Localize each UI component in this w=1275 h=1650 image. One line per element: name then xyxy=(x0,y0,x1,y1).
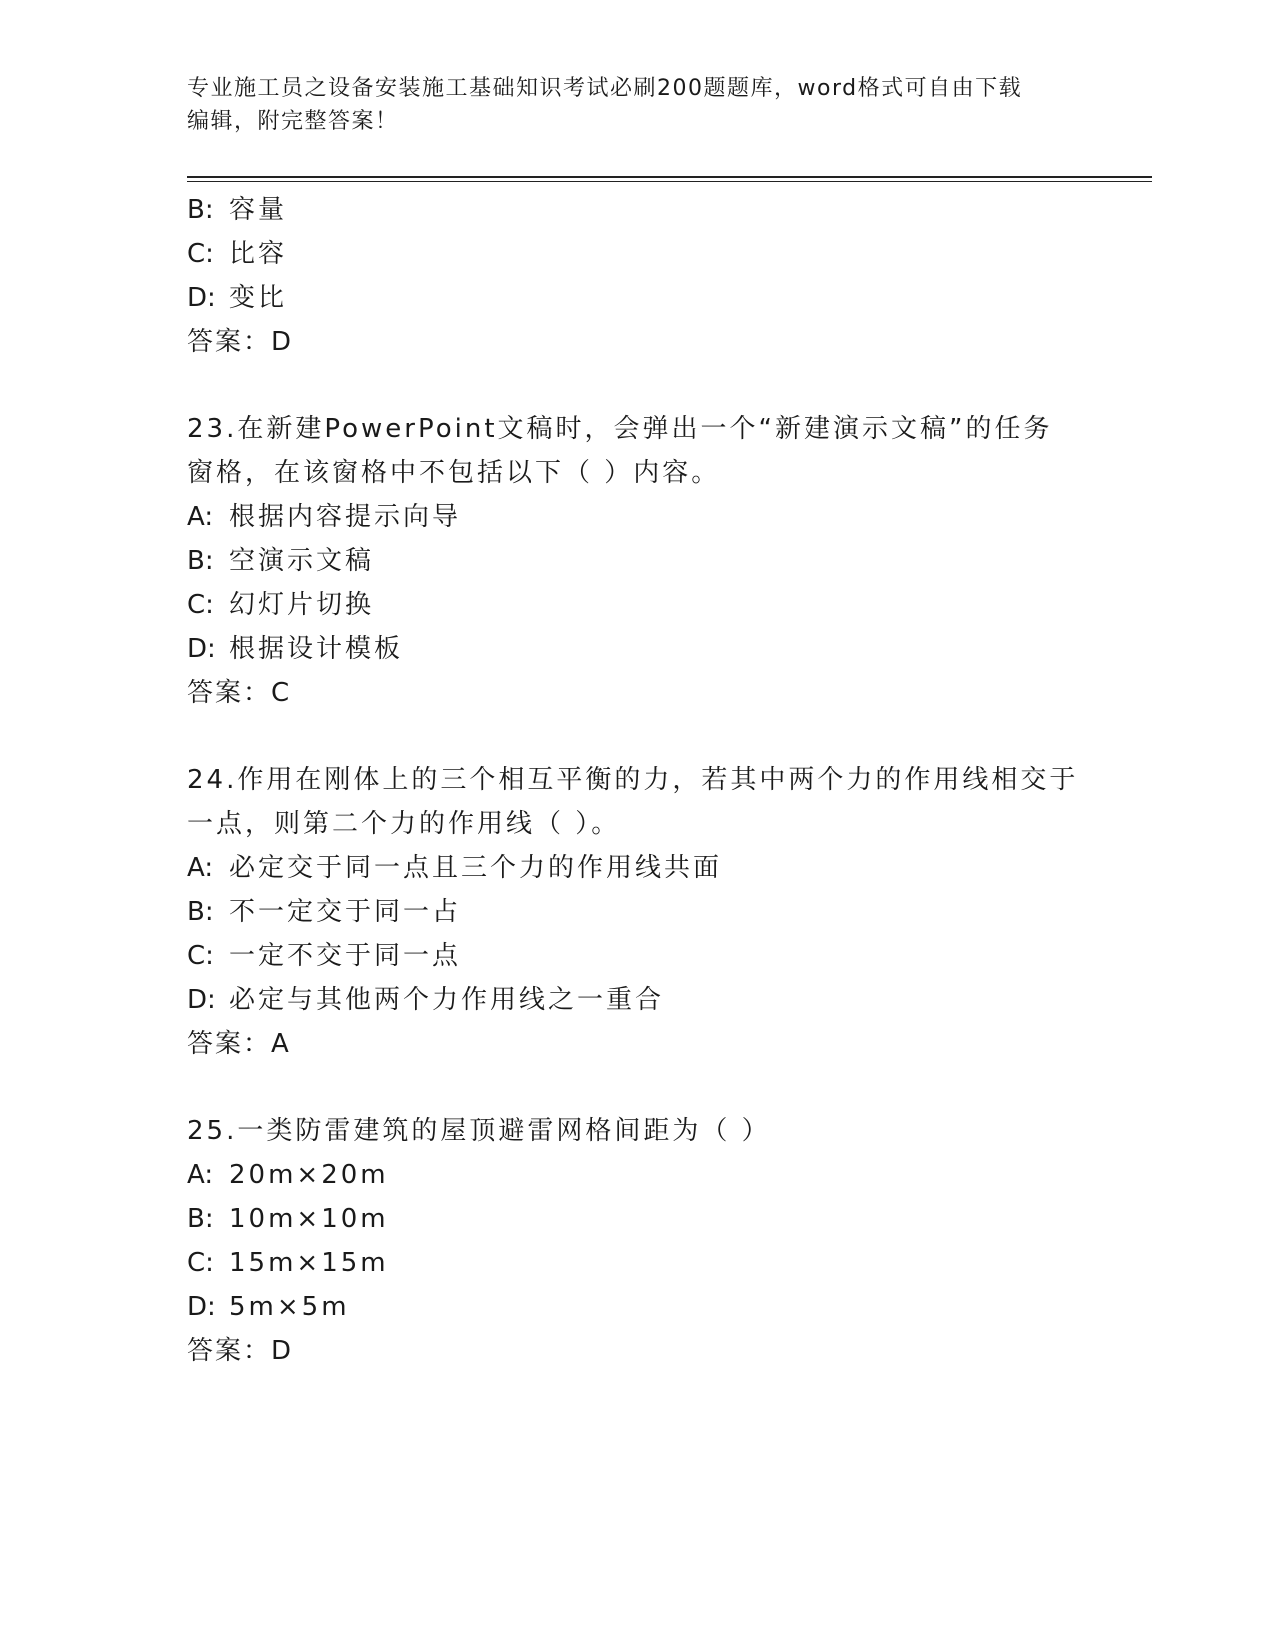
q25-option-a xyxy=(187,1158,1087,1192)
document-header xyxy=(187,72,1087,138)
option-text: 10m×10m xyxy=(229,1204,389,1234)
option-text: 必定与其他两个力作用线之一重合 xyxy=(229,985,665,1015)
option-label: D: xyxy=(187,985,216,1015)
q24-answer: 答案：A xyxy=(187,1029,291,1059)
option-text: 必定交于同一点且三个力的作用线共面 xyxy=(229,853,723,883)
q24-stem-line-1: 24.作用在刚体上的三个相互平衡的力，若其中两个力的作用线相交于 xyxy=(187,765,1079,795)
q23-option-c xyxy=(187,588,1087,622)
header-title-line-2: 编辑，附完整答案！ xyxy=(187,109,399,134)
q25-option-c xyxy=(187,1246,1087,1280)
option-text: 根据设计模板 xyxy=(229,634,404,664)
option-label: C: xyxy=(187,1248,214,1278)
option-label: C: xyxy=(187,590,214,620)
option-text: 15m×15m xyxy=(229,1248,389,1278)
option-text: 比容 xyxy=(229,239,288,269)
q24-option-a xyxy=(187,851,1087,885)
q22-option-d xyxy=(187,281,1087,315)
option-label: A: xyxy=(187,502,214,532)
option-text: 5m×5m xyxy=(229,1292,350,1322)
option-label: C: xyxy=(187,239,214,269)
option-text: 空演示文稿 xyxy=(229,546,375,576)
option-label: B: xyxy=(187,546,214,576)
q25-option-d xyxy=(187,1290,1087,1324)
option-label: B: xyxy=(187,1204,214,1234)
q23-option-b xyxy=(187,544,1087,578)
option-label: A: xyxy=(187,853,214,883)
option-text: 根据内容提示向导 xyxy=(229,502,462,532)
option-text: 一定不交于同一点 xyxy=(229,941,462,971)
q25-answer: 答案：D xyxy=(187,1336,294,1366)
q24-option-c xyxy=(187,939,1087,973)
q25-stem-line-1: 25.一类防雷建筑的屋顶避雷网格间距为（ ） xyxy=(187,1116,771,1146)
option-label: C: xyxy=(187,941,214,971)
header-title-line-1: 专业施工员之设备安装施工基础知识考试必刷200题题库，word格式可自由下载 xyxy=(187,76,1023,101)
option-label: A: xyxy=(187,1160,214,1190)
q23-stem-line-2: 窗格，在该窗格中不包括以下（ ）内容。 xyxy=(187,458,721,488)
q23-option-d xyxy=(187,632,1087,666)
q24-option-d xyxy=(187,983,1087,1017)
option-text: 变比 xyxy=(229,283,288,313)
option-text: 不一定交于同一占 xyxy=(229,897,462,927)
option-label: D: xyxy=(187,634,216,664)
q23-answer: 答案：C xyxy=(187,678,292,708)
option-label: D: xyxy=(187,283,216,313)
option-label: B: xyxy=(187,897,214,927)
option-label: D: xyxy=(187,1292,216,1322)
option-label: B: xyxy=(187,195,214,225)
q22-option-c xyxy=(187,237,1087,271)
q24-stem-line-2: 一点，则第二个力的作用线（ ）。 xyxy=(187,809,621,839)
q25-option-b xyxy=(187,1202,1087,1236)
q22-answer: 答案：D xyxy=(187,327,294,357)
q23-option-a xyxy=(187,500,1087,534)
header-divider-thick xyxy=(187,176,1152,178)
q22-option-b xyxy=(187,193,1087,227)
q24-option-b xyxy=(187,895,1087,929)
q23-stem-line-1: 23.在新建PowerPoint文稿时，会弹出一个“新建演示文稿”的任务 xyxy=(187,414,1053,444)
option-text: 幻灯片切换 xyxy=(229,590,375,620)
option-text: 20m×20m xyxy=(229,1160,389,1190)
option-text: 容量 xyxy=(229,195,288,225)
header-divider-thin xyxy=(187,181,1152,182)
